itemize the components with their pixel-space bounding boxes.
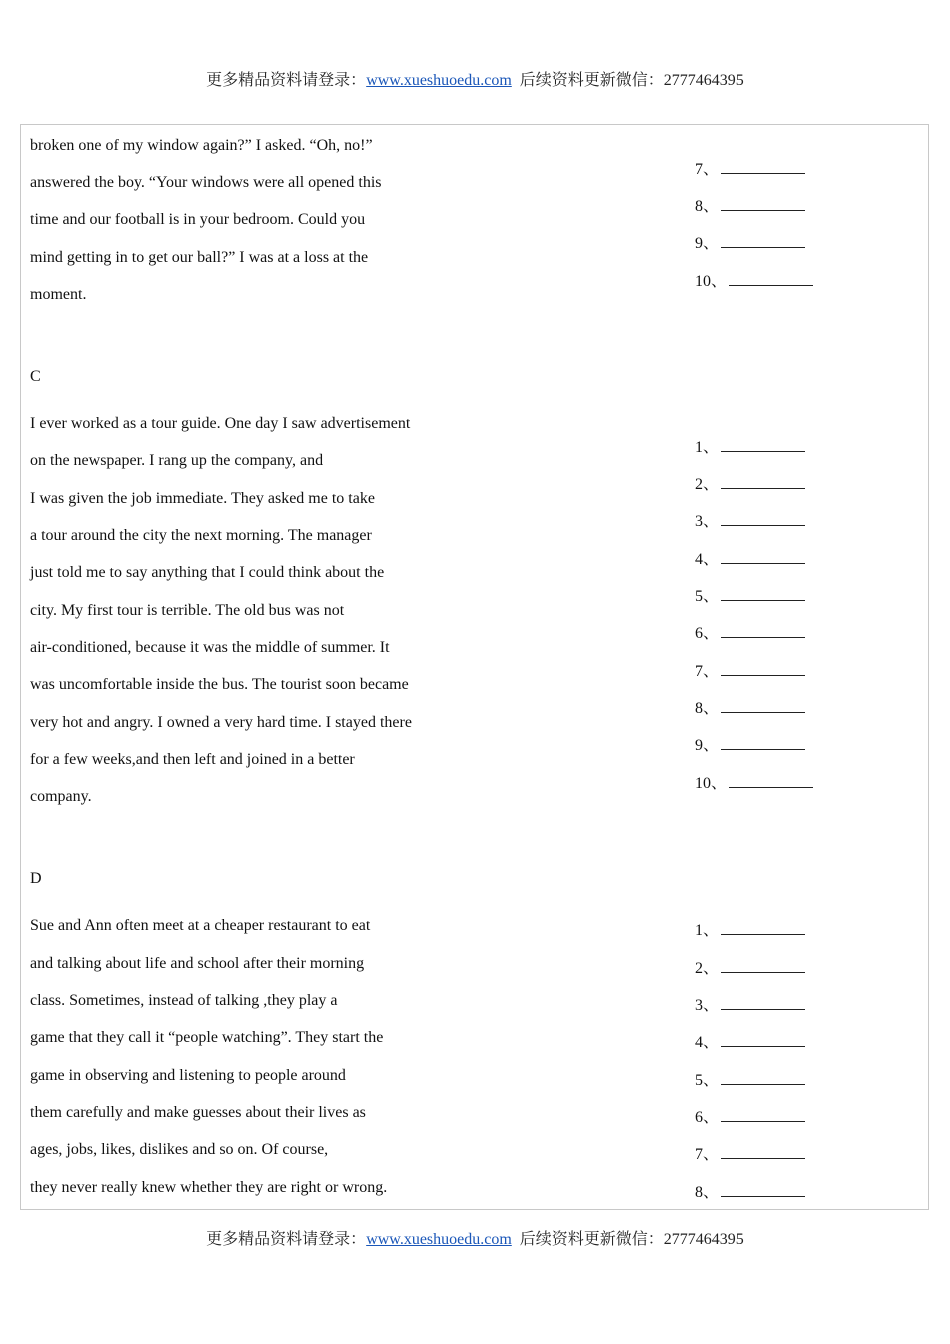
blank-number: 9、 <box>695 737 720 754</box>
header-website-link[interactable]: www.xueshuoedu.com <box>366 72 512 89</box>
answer-blank[interactable] <box>695 1141 805 1164</box>
passage-c-line-7: air-conditioned, because it was the middle of summer. It <box>30 639 390 656</box>
answer-blank[interactable] <box>695 658 805 681</box>
answer-blank[interactable] <box>695 156 805 179</box>
section-d-label: D <box>30 870 42 887</box>
passage-d-line-3: class. Sometimes, instead of talking ,they play a <box>30 992 338 1009</box>
passage-d-line-1: Sue and Ann often meet at a cheaper restaurant to eat <box>30 917 371 934</box>
passage-b-line-4: mind getting in to get our ball?” I was at a loss at the <box>30 249 369 266</box>
passage-c-line-10: for a few weeks,and then left and joined in a better <box>30 751 355 768</box>
answer-blank[interactable] <box>695 1067 805 1090</box>
answer-blank[interactable] <box>695 230 805 253</box>
answer-blank[interactable] <box>695 1029 805 1052</box>
passage-b-line-5: moment. <box>30 286 87 303</box>
answer-blank[interactable] <box>695 695 805 718</box>
blank-number: 8、 <box>695 1184 720 1201</box>
passage-c-line-2: on the newspaper. I rang up the company, and <box>30 452 324 469</box>
answer-blank[interactable] <box>695 732 805 755</box>
blank-number: 2、 <box>695 960 720 977</box>
answer-blank[interactable] <box>695 583 805 606</box>
answer-blank[interactable] <box>695 1104 805 1127</box>
blank-number: 5、 <box>695 588 720 605</box>
passage-d-line-2: and talking about life and school after their morning <box>30 955 365 972</box>
blank-number: 4、 <box>695 1034 720 1051</box>
answer-blank[interactable] <box>695 1179 805 1202</box>
blank-number: 10、 <box>695 273 728 290</box>
blank-number: 8、 <box>695 198 720 215</box>
answer-blank[interactable] <box>695 268 813 291</box>
passage-c-line-8: was uncomfortable inside the bus. The tourist soon became <box>30 676 409 693</box>
blank-number: 7、 <box>695 1146 720 1163</box>
passage-b-line-1: broken one of my window again?” I asked. “Oh, no!” <box>30 137 373 154</box>
blank-number: 7、 <box>695 663 720 680</box>
answer-blank[interactable] <box>695 992 805 1015</box>
blank-number: 1、 <box>695 439 720 456</box>
blank-number: 4、 <box>695 551 720 568</box>
passage-c-line-3: I was given the job immediate. They asked me to take <box>30 490 375 507</box>
answer-blank[interactable] <box>695 508 805 531</box>
blank-number: 5、 <box>695 1072 720 1089</box>
header-prefix: 更多精品资料请登录： <box>206 72 367 89</box>
page-header <box>0 67 950 90</box>
answer-blank[interactable] <box>695 955 805 978</box>
answer-blank[interactable] <box>695 434 805 457</box>
answer-blank[interactable] <box>695 193 805 216</box>
blank-number: 7、 <box>695 161 720 178</box>
answer-blank[interactable] <box>695 917 805 940</box>
passage-d-line-6: them carefully and make guesses about their lives as <box>30 1104 366 1121</box>
answer-blank[interactable] <box>695 620 805 643</box>
passage-c-line-5: just told me to say anything that I could think about the <box>30 564 385 581</box>
passage-b-line-2: answered the boy. “Your windows were all opened this <box>30 174 382 191</box>
footer-suffix: 后续资料更新微信：2777464395 <box>511 1231 744 1248</box>
section-c-label: C <box>30 368 41 385</box>
blank-number: 9、 <box>695 235 720 252</box>
blank-number: 6、 <box>695 625 720 642</box>
passage-c-line-11: company. <box>30 788 92 805</box>
passage-c-line-4: a tour around the city the next morning. The manager <box>30 527 372 544</box>
passage-d-line-5: game in observing and listening to people around <box>30 1067 346 1084</box>
blank-number: 10、 <box>695 775 728 792</box>
passage-d-line-8: they never really knew whether they are right or wrong. <box>30 1179 388 1196</box>
blank-number: 8、 <box>695 700 720 717</box>
blank-number: 3、 <box>695 997 720 1014</box>
footer-website-link[interactable]: www.xueshuoedu.com <box>366 1231 512 1248</box>
blank-number: 1、 <box>695 922 720 939</box>
answer-blank[interactable] <box>695 770 813 793</box>
answer-blank[interactable] <box>695 471 805 494</box>
passage-b-line-3: time and our football is in your bedroom. Could you <box>30 211 366 228</box>
passage-d-line-4: game that they call it “people watching”. They start the <box>30 1029 384 1046</box>
passage-c-line-6: city. My first tour is terrible. The old bus was not <box>30 602 345 619</box>
passage-c-line-1: I ever worked as a tour guide. One day I saw advertisement <box>30 415 411 432</box>
blank-number: 2、 <box>695 476 720 493</box>
blank-number: 6、 <box>695 1109 720 1126</box>
header-suffix: 后续资料更新微信：2777464395 <box>511 72 744 89</box>
answer-blank[interactable] <box>695 546 805 569</box>
passage-c-line-9: very hot and angry. I owned a very hard time. I stayed there <box>30 714 412 731</box>
page-footer <box>0 1226 950 1249</box>
blank-number: 3、 <box>695 513 720 530</box>
passage-d-line-7: ages, jobs, likes, dislikes and so on. Of course, <box>30 1141 329 1158</box>
footer-prefix: 更多精品资料请登录： <box>206 1231 367 1248</box>
